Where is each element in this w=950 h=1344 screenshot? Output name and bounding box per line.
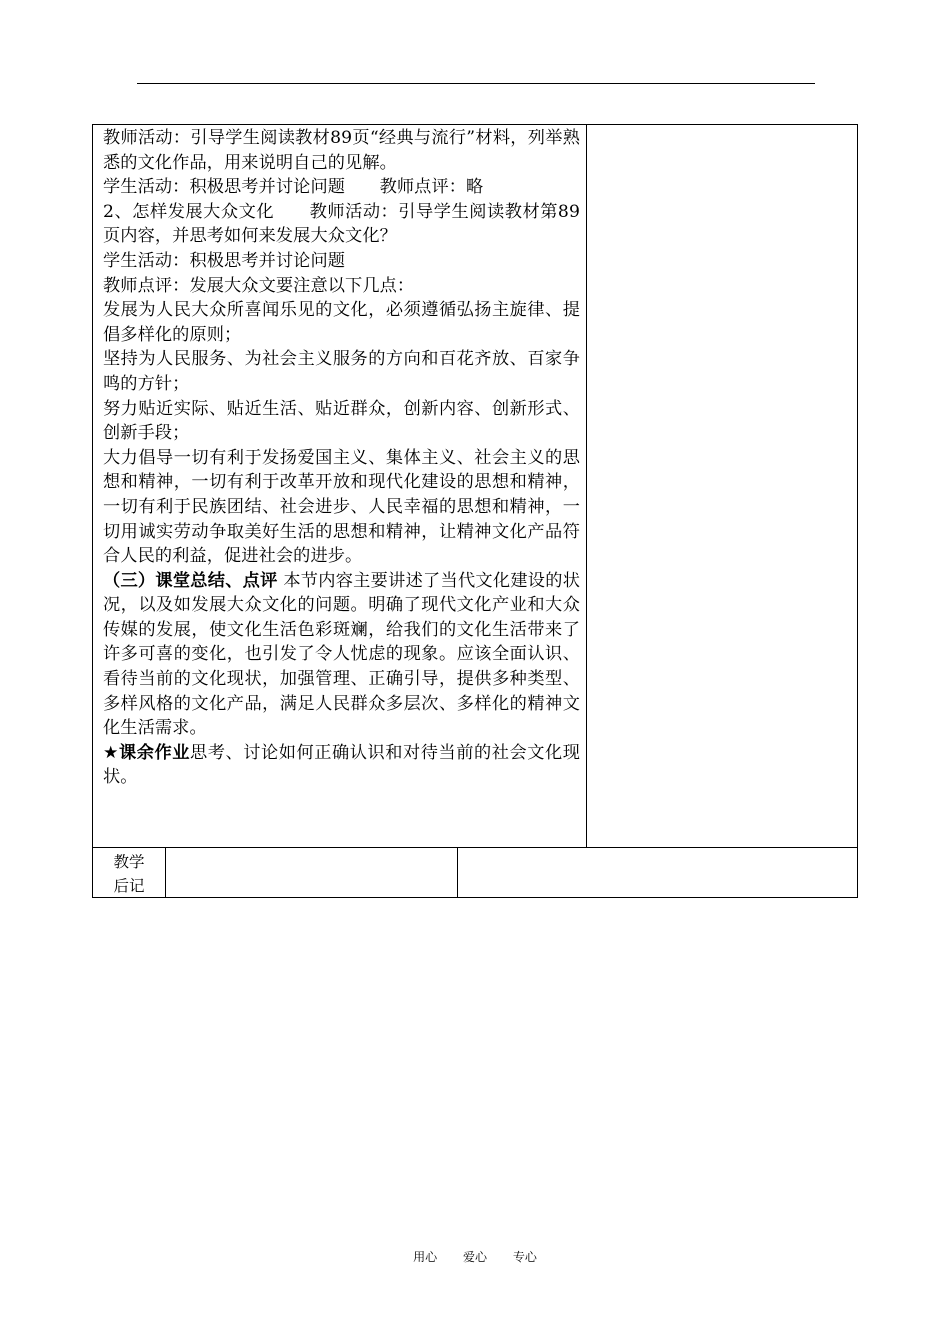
teaching-notes-cell-right [458, 848, 857, 897]
paragraph: 教师活动：引导学生阅读教材89页“经典与流行”材料，列举熟悉的文化作品，用来说明自己的见解。 [103, 128, 580, 173]
paragraph: 2、怎样发展大众文化 教师活动：引导学生阅读教材第89页内容，并思考如何来发展大众文化？ [103, 201, 580, 247]
homework-heading: ★课余作业 [103, 742, 190, 763]
paragraph: 大力倡导一切有利于发扬爱国主义、集体主义、社会主义的思想和精神，一切有利于改革开放和现代化建设的思想和精神，一切有利于民族团结、社会进步、人民幸福的思想和精神，一切用诚实劳动争取美好生活的思想和精神，让精神文化产品符合人民的利益，促进社会的进步。 [103, 447, 580, 567]
paragraph: 教师点评：发展大众文要注意以下几点： [103, 275, 415, 296]
teaching-notes-cell [166, 848, 458, 897]
teaching-notes-label [93, 848, 166, 897]
notes-column-cell [587, 125, 857, 847]
summary-heading: （三）课堂总结、点评 [103, 570, 278, 591]
homework-text: 思考、讨论如何正确认识和对待当前的社会文化现状。 [103, 742, 580, 788]
teaching-notes-row [93, 848, 857, 897]
lesson-table [92, 124, 858, 898]
paragraph: 学生活动：积极思考并讨论问题 教师点评：略 [103, 177, 484, 198]
label-line: 后记 [113, 877, 145, 895]
summary-text: 本节内容主要讲述了当代文化建设的状况，以及如发展大众文化的问题。明确了现代文化产业和大众传媒的发展，使文化生活色彩斑斓，给我们的文化生活带来了许多可喜的变化，也引发了令人忧虑的现象。应该全面认识、看待当前的文化现状，加强管理、正确引导，提供多种类型、多样风格的文化产品，满足人民群众多层次、多样化的精神文化生活需求。 [103, 570, 580, 739]
paragraph: 学生活动：积极思考并讨论问题 [103, 250, 346, 271]
page-footer [0, 1248, 950, 1265]
paragraph: 努力贴近实际、贴近生活、贴近群众，创新内容、创新形式、创新手段； [103, 398, 580, 444]
footer-item: 用心 [413, 1250, 438, 1264]
lesson-content [103, 125, 580, 790]
paragraph: 坚持为人民服务、为社会主义服务的方向和百花齐放、百家争鸣的方针； [103, 349, 580, 394]
lesson-content-cell [93, 125, 587, 847]
homework-paragraph [103, 741, 580, 790]
header-rule [137, 83, 815, 84]
paragraph: 发展为人民大众所喜闻乐见的文化，必须遵循弘扬主旋律、提倡多样化的原则； [103, 300, 580, 345]
summary-paragraph [103, 569, 580, 741]
footer-item: 专心 [512, 1250, 537, 1264]
label-line: 教学 [113, 853, 145, 871]
footer-item: 爱心 [462, 1250, 487, 1264]
